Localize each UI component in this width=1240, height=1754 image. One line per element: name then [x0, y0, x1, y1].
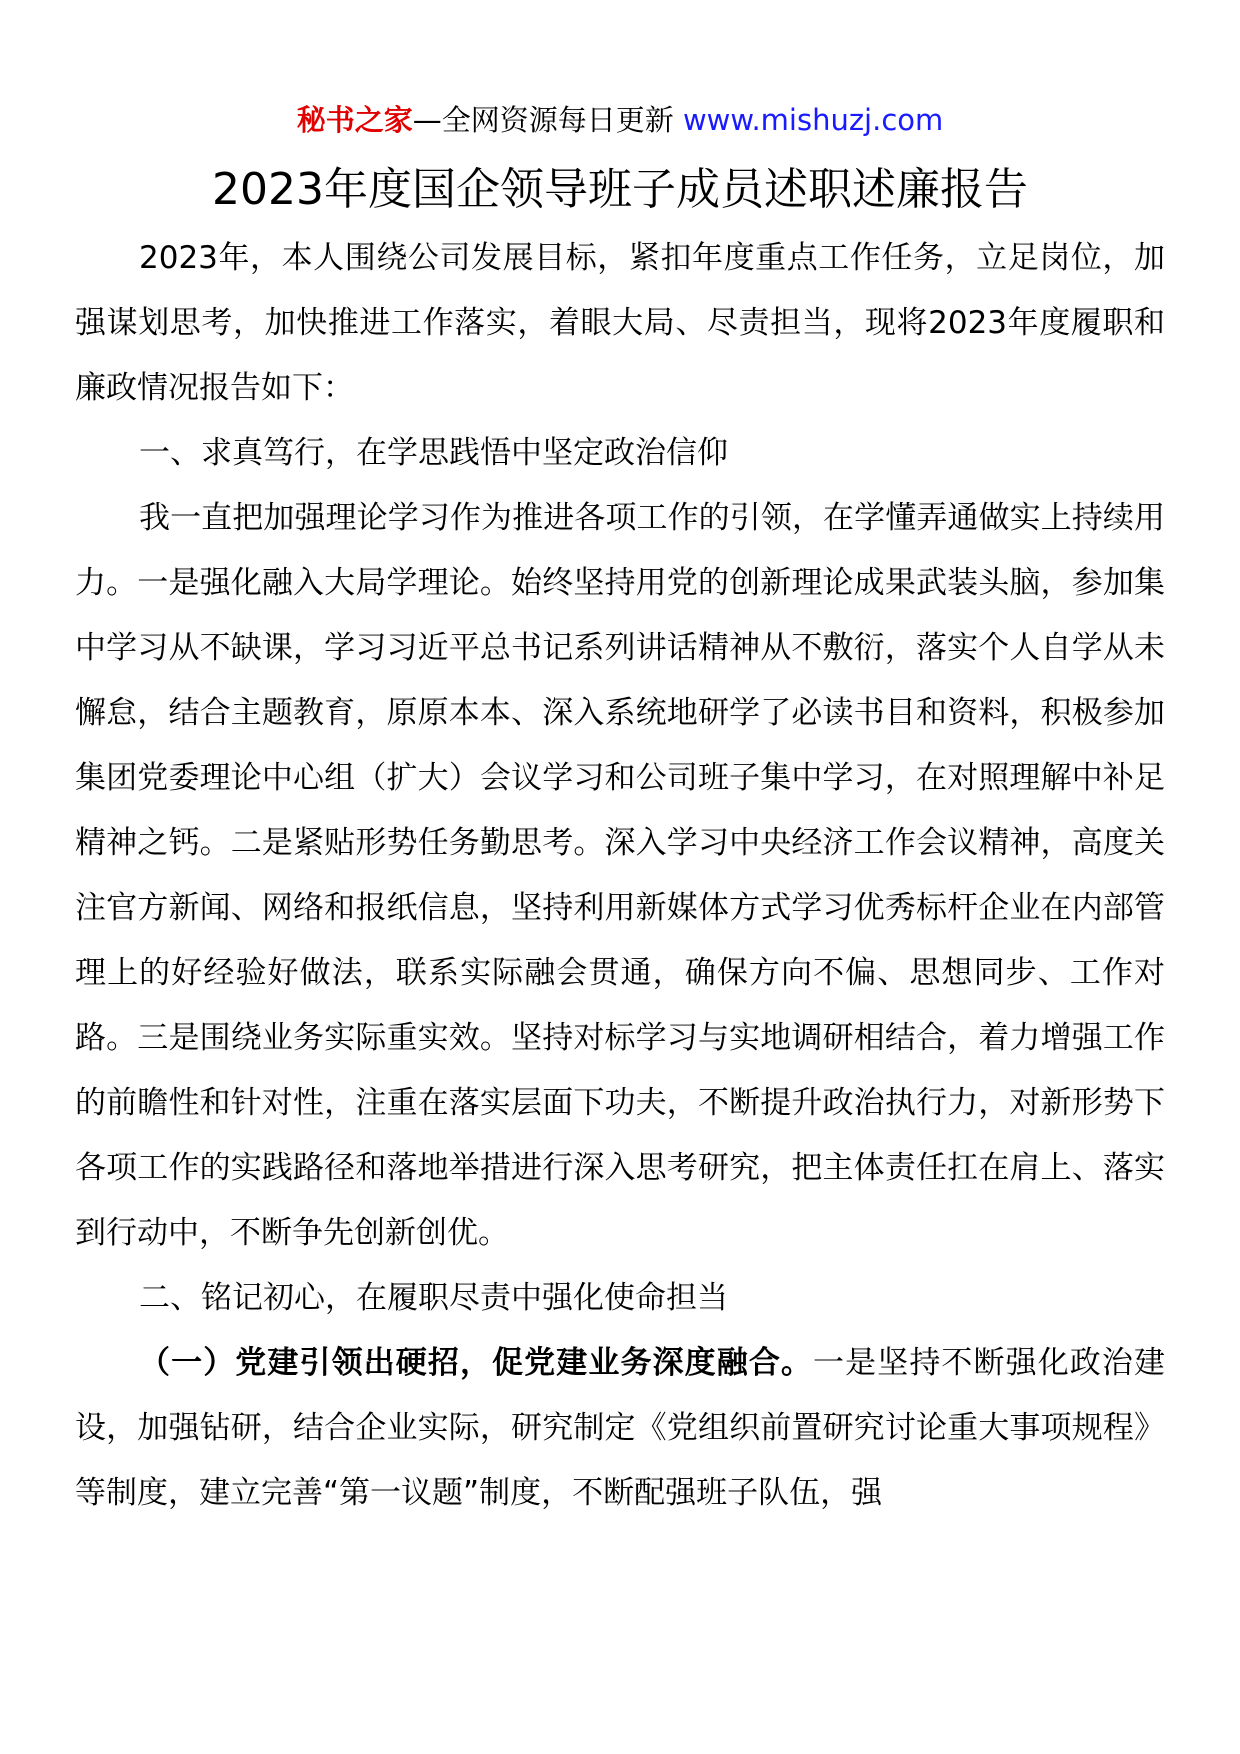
site-tagline: —全网资源每日更新 — [412, 103, 674, 137]
intro-paragraph: 2023年，本人围绕公司发展目标，紧扣年度重点工作任务，立足岗位，加强谋划思考，加快推进工作落实，着眼大局、尽责担当，现将2023年度履职和廉政情况报告如下： — [75, 240, 1165, 406]
site-brand: 秘书之家 — [296, 103, 413, 137]
site-header — [0, 100, 1240, 140]
section-1-paragraph: 我一直把加强理论学习作为推进各项工作的引领，在学懂弄通做实上持续用力。一是强化融入大局学理论。始终坚持用党的创新理论成果武装头脑，参加集中学习从不缺课，学习习近平总书记系列讲话精神从不敷衍，落实个人自学从未懈怠，结合主题教育，原原本本、深入系统地研学了必读书目和资料，积极参加集团党委理论中心组（扩大）会议学习和公司班子集中学习，在对照理解中补足精神之钙。二是紧贴形势任务勤思考。深入学习中央经济工作会议精神，高度关注官方新闻、网络和报纸信息，坚持利用新媒体方式学习优秀标杆企业在内部管理上的好经验好做法，联系实际融会贯通，确保方向不偏、思想同步、工作对路。三是围绕业务实际重实效。坚持对标学习与实地调研相结合，着力增强工作的前瞻性和针对性，注重在落实层面下功夫，不断提升政治执行力，对新形势下各项工作的实践路径和落地举措进行深入思考研究，把主体责任扛在肩上、落实到行动中，不断争先创新创优。 — [75, 500, 1165, 1251]
subsection-1-paragraph — [75, 1331, 1165, 1526]
subsection-1-lead: （一）党建引领出硬招，促党建业务深度融合。 — [139, 1345, 814, 1381]
site-url-link[interactable]: www.mishuzj.com — [682, 103, 944, 137]
document-body — [75, 226, 1165, 1526]
section-1-heading: 一、求真笃行，在学思践悟中坚定政治信仰 — [139, 435, 728, 471]
section-2-heading: 二、铭记初心，在履职尽责中强化使命担当 — [139, 1280, 728, 1316]
subsection-1-text: 一是坚持不断强化政治建设，加强钻研，结合企业实际，研究制定《党组织前置研究讨论重大事项规程》等制度，建立完善“第一议题”制度，不断配强班子队伍，强 — [75, 1345, 1165, 1511]
document-title: 2023年度国企领导班子成员述职述廉报告 — [212, 164, 1028, 215]
